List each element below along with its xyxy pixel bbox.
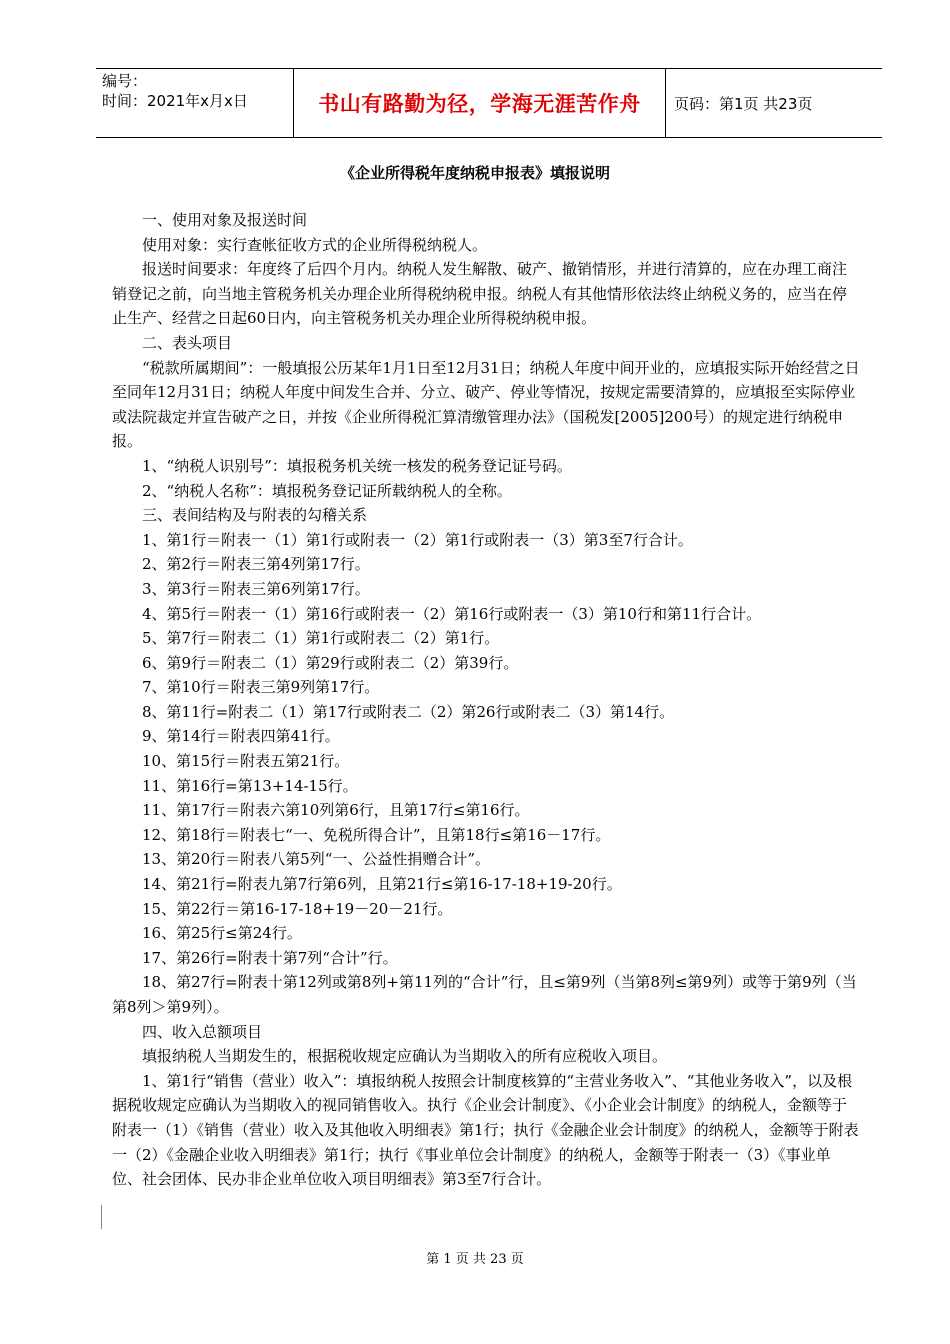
header-page-cell	[666, 69, 882, 137]
margin-mark	[101, 1205, 102, 1229]
body-paragraph: 5、第7行＝附表二（1）第1行或附表二（2）第1行。	[142, 629, 500, 648]
document-code-label: 编号：	[102, 72, 148, 90]
header-page-label: 页码：第1页 共23页	[674, 94, 813, 113]
body-paragraph: 9、第14行＝附表四第41行。	[142, 727, 340, 746]
body-paragraph: 13、第20行＝附表八第5列“一、公益性捐赠合计”。	[142, 850, 491, 869]
body-paragraph: 7、第10行＝附表三第9列第17行。	[142, 678, 380, 697]
body-paragraph: 8、第11行=附表二（1）第17行或附表二（2）第26行或附表二（3）第14行。	[142, 702, 675, 721]
body-paragraph: 一、使用对象及报送时间	[142, 211, 308, 229]
body-paragraph: 16、第25行≤第24行。	[142, 924, 302, 943]
body-paragraph: 1、第1行＝附表一（1）第1行或附表一（2）第1行或附表一（3）第3至7行合计。	[142, 530, 693, 549]
body-paragraph: 四、收入总额项目	[142, 1022, 263, 1041]
page-footer: 第 1 页 共 23 页	[426, 1252, 524, 1267]
body-paragraph: 11、第16行=第13+14-15行。	[142, 776, 358, 795]
body-paragraph: 使用对象：实行查帐征收方式的企业所得税纳税人。	[142, 235, 488, 254]
document-body	[112, 208, 860, 1192]
body-paragraph: 报送时间要求：年度终了后四个月内。纳税人发生解散、破产、撤销情形，并进行清算的，应在办理工商注销登记之前，向当地主管税务机关办理企业所得税纳税申报。纳税人有其他情形依法终止纳税义务的，应当在停止生产、经营之日起60日内，向主管税务机关办理企业所得税纳税申报。	[112, 260, 848, 328]
header-table	[96, 68, 882, 138]
body-paragraph: 2、“纳税人名称”：填报税务登记证所载纳税人的全称。	[142, 481, 512, 500]
header-left-cell	[96, 69, 293, 137]
body-paragraph: 1、“纳税人识别号”：填报税务机关统一核发的税务登记证号码。	[142, 456, 572, 475]
header-motto-cell	[293, 69, 666, 137]
body-paragraph: 1、第1行“销售（营业）收入”：填报纳税人按照会计制度核算的“主营业务收入”、“其他业务收入”，以及根据税收规定应确认为当期收入的视同销售收入。执行《企业会计制度》、《小企业会计制度》的纳税人，金额等于附表一（1）《销售（营业）收入及其他收入明细表》第1行；执行《金融企业会计制度》的纳税人，金额等于附表一（2）《金融企业收入明细表》第1行；执行《事业单位会计制度》的纳税人，金额等于附表一（3）《事业单位、社会团体、民办非企业单位收入项目明细表》第3至7行合计。	[112, 1071, 859, 1189]
body-paragraph: 填报纳税人当期发生的，根据税收规定应确认为当期收入的所有应税收入项目。	[142, 1047, 668, 1066]
body-paragraph: 6、第9行＝附表二（1）第29行或附表二（2）第39行。	[142, 653, 519, 672]
body-paragraph: 17、第26行=附表十第7列“合计”行。	[142, 948, 398, 967]
body-paragraph: 二、表头项目	[142, 333, 233, 352]
body-paragraph: “税款所属期间”：一般填报公历某年1月1日至12月31日；纳税人年度中间开业的，应填报实际开始经营之日至同年12月31日；纳税人年度中间发生合并、分立、破产、停业等情况，按规定需要清算的，应填报至实际停业或法院裁定并宣告破产之日，并按《企业所得税汇算清缴管理办法》（国税发[2005]200号）的规定进行纳税申报。	[112, 358, 860, 451]
body-paragraph: 3、第3行＝附表三第6列第17行。	[142, 579, 370, 598]
body-paragraph: 12、第18行＝附表七“一、免税所得合计”，且第18行≤第16－17行。	[142, 825, 611, 844]
document-title: 《企业所得税年度纳税申报表》填报说明	[339, 164, 610, 182]
body-paragraph: 2、第2行＝附表三第4列第17行。	[142, 555, 370, 574]
body-paragraph: 14、第21行=附表九第7行第6列，且第21行≤第16-17-18+19-20行。	[142, 875, 622, 894]
body-paragraph: 15、第22行＝第16-17-18+19－20－21行。	[142, 899, 453, 918]
body-paragraph: 三、表间结构及与附表的勾稽关系	[142, 506, 368, 525]
body-paragraph: 11、第17行＝附表六第10列第6行，且第17行≤第16行。	[142, 801, 530, 820]
body-paragraph: 18、第27行=附表十第12列或第8列+第11列的“合计”行，且≤第9列（当第8列≤第9列）或等于第9列（当第8列＞第9列）。	[112, 973, 857, 1016]
header-motto: 书山有路勤为径，学海无涯苦作舟	[318, 92, 641, 116]
document-time-label: 时间：2021年x月x日	[102, 92, 248, 110]
body-paragraph: 10、第15行＝附表五第21行。	[142, 752, 350, 771]
body-paragraph: 4、第5行＝附表一（1）第16行或附表一（2）第16行或附表一（3）第10行和第11行合计。	[142, 604, 762, 623]
